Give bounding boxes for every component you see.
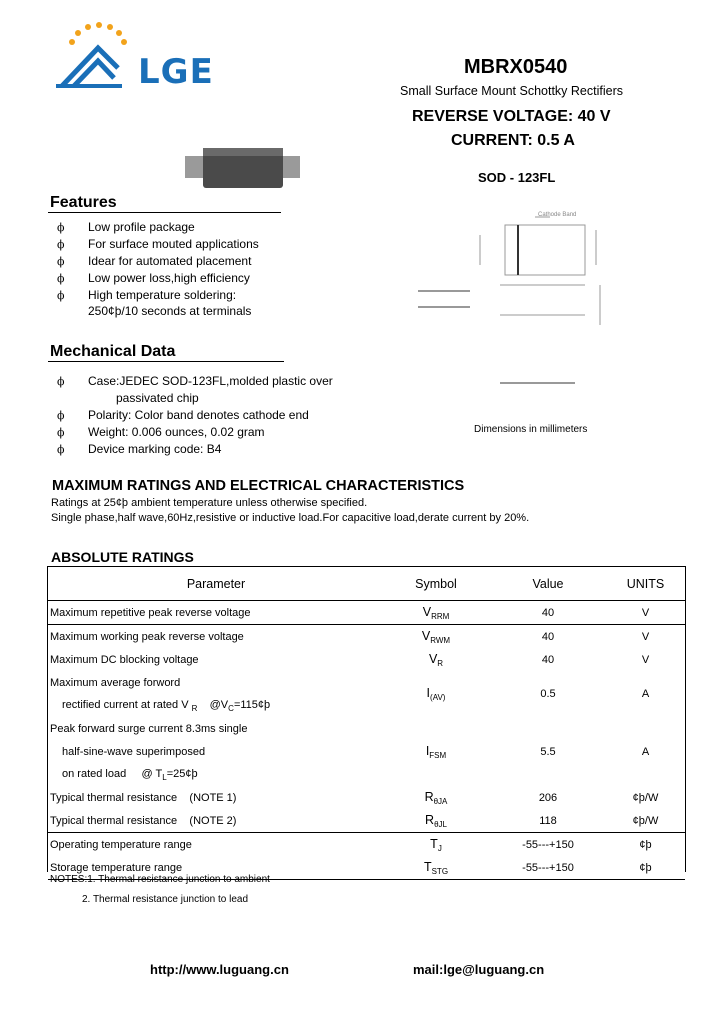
table-row: Maximum repetitive peak reverse voltage $V_{RRM}$ 40 V [48, 601, 685, 625]
lge-logo-mark [52, 20, 142, 92]
package-name: SOD - 123FL [478, 170, 556, 185]
table-header-row [48, 567, 685, 601]
mechanical-item: ϕ Case:JEDEC SOD-123FL,molded plastic over [57, 374, 333, 388]
table-row: rectified current at rated V $_R$ $@V_C=115¢þ$ [62, 698, 271, 713]
table-row: Maximum average forword $I_{(AV)}$ 0.5 A [50, 676, 650, 702]
note-2: 2. Thermal resistance junction to lead [82, 894, 249, 905]
col-value: Value [532, 576, 564, 591]
cathode-band-label: Cathode Band [538, 212, 577, 218]
ratings-line-1: Ratings at 25¢þ ambient temperature unless otherwise specified. [51, 497, 368, 509]
current-rating: CURRENT: 0.5 A [451, 132, 575, 149]
footer-url[interactable]: http://www.luguang.cn [150, 962, 289, 977]
features-title: Features [50, 194, 117, 211]
reverse-voltage: REVERSE VOLTAGE: 40 V [412, 108, 611, 125]
feature-continuation: 250¢þ/10 seconds at terminals [88, 304, 252, 318]
dimensions-caption: Dimensions in millimeters [474, 424, 588, 435]
table-row: on rated load @ $T_L=25¢þ$ [62, 767, 198, 782]
table-row: Typical thermal resistance (NOTE 1) $R_{\theta JA}$ 206 ¢þ/W [50, 789, 659, 806]
features-divider [48, 212, 281, 213]
table-row: Maximum DC blocking voltage $V_R$ 40 V [50, 651, 650, 668]
feature-item: ϕ For surface mouted applications [57, 237, 259, 251]
table-row: Typical thermal resistance (NOTE 2) $R_{\theta JL}$ 118 ¢þ/W [48, 809, 685, 833]
table-right-border [685, 566, 686, 872]
feature-item: ϕ Idear for automated placement [57, 254, 252, 268]
table-row: Storage temperature range $T_{STG}$ -55---+150 ¢þ [48, 856, 685, 880]
ratings-table [48, 566, 685, 880]
footer-mail[interactable]: mail:lge@luguang.cn [413, 962, 545, 977]
table-row: Peak forward surge current 8.3ms single $I_{FSM}$ 5.5 A [50, 722, 650, 760]
col-units: UNITS [626, 576, 665, 591]
mechanical-item: ϕ Polarity: Color band denotes cathode end [57, 408, 309, 422]
ratings-title: MAXIMUM RATINGS AND ELECTRICAL CHARACTERISTICS [52, 478, 465, 494]
feature-item: ϕ High temperature soldering: [57, 288, 237, 302]
col-parameter: Parameter [186, 576, 246, 591]
table-row: Maximum working peak reverse voltage $V_{RWM}$ 40 V [50, 628, 650, 645]
table-left-border [47, 566, 48, 872]
logo-text: LGE [138, 52, 214, 92]
absolute-title: ABSOLUTE RATINGS [51, 549, 194, 565]
mechanical-item: ϕ Device marking code: B4 [57, 442, 222, 456]
note-1: NOTES:1. Thermal resistance junction to ambient [50, 874, 270, 885]
mechanical-item: ϕ Weight: 0.006 ounces, 0.02 gram [57, 425, 265, 439]
dimension-drawing [410, 205, 610, 405]
feature-item: ϕ Low profile package [57, 220, 195, 234]
mechanical-title: Mechanical Data [50, 343, 176, 360]
col-symbol: Symbol [415, 576, 457, 591]
mechanical-case-cont: passivated chip [116, 391, 199, 405]
table-row: half-sine-wave superimposed [62, 745, 206, 758]
ratings-line-2: Single phase,half wave,60Hz,resistive or inductive load.For capacitive load,derate current by 20%. [51, 512, 530, 524]
table-row: Operating temperature range $T_J$ -55---+150 ¢þ [50, 836, 652, 853]
package-photo [185, 142, 300, 194]
subtitle: Small Surface Mount Schottky Rectifiers [400, 84, 623, 98]
part-number: MBRX0540 [464, 56, 568, 78]
mechanical-divider [48, 361, 284, 362]
feature-item: ϕ Low power loss,high efficiency [57, 271, 250, 285]
